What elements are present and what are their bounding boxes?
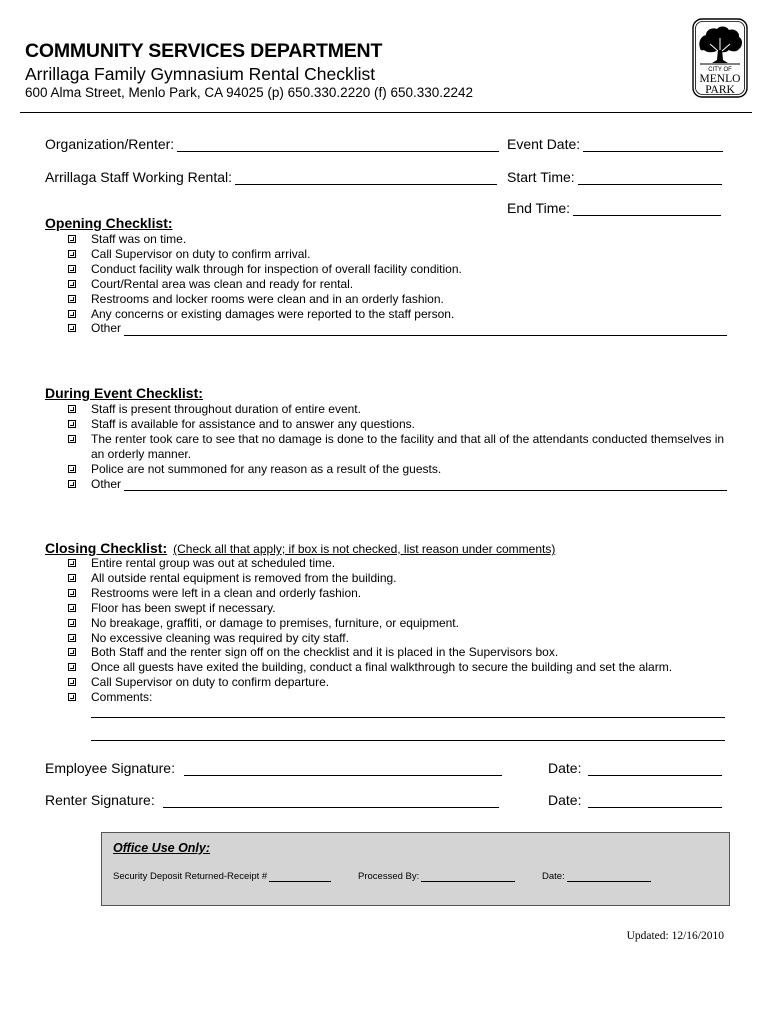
- during-checklist: [67, 402, 727, 491]
- other-input[interactable]: [124, 478, 727, 491]
- checklist-item: The renter took care to see that no damage is done to the facility and that all of the attendants conducted themselves in an orderly manner.: [67, 432, 727, 462]
- processed-by-label: Processed By:: [358, 871, 420, 882]
- closing-checklist-note: (Check all that apply; if box is not checked, list reason under comments): [173, 542, 556, 556]
- deposit-input[interactable]: [269, 872, 331, 882]
- office-use-box: [101, 832, 730, 906]
- checklist-item: Once all guests have exited the building, conduct a final walkthrough to secure the building and set the alarm.: [67, 660, 727, 675]
- staff-input[interactable]: [235, 170, 497, 185]
- other-input[interactable]: [124, 323, 727, 336]
- checklist-item: Staff was on time.: [67, 232, 727, 247]
- checkbox[interactable]: [68, 235, 76, 243]
- checkbox[interactable]: [68, 280, 76, 288]
- employee-date-input[interactable]: [588, 761, 722, 776]
- checkbox[interactable]: [68, 435, 76, 443]
- renter-signature-input[interactable]: [163, 793, 499, 808]
- checkbox[interactable]: [68, 678, 76, 686]
- checkbox[interactable]: [68, 589, 76, 597]
- organization-label: Organization/Renter:: [45, 136, 175, 152]
- employee-signature-label: Employee Signature:: [45, 760, 175, 776]
- checklist-item: Restrooms were left in a clean and orderly fashion.: [67, 586, 727, 601]
- checklist-item: No excessive cleaning was required by city staff.: [67, 631, 727, 646]
- checklist-item: All outside rental equipment is removed from the building.: [67, 571, 727, 586]
- checklist-item: Staff is present throughout duration of entire event.: [67, 402, 727, 417]
- comments-line-1[interactable]: [91, 717, 725, 718]
- checklist-item: Call Supervisor on duty to confirm departure.: [67, 675, 727, 690]
- logo-city-of: CITY OF: [708, 67, 732, 73]
- opening-checklist-title: Opening Checklist:: [45, 215, 173, 231]
- checklist-item-other: Other: [67, 321, 727, 336]
- checkbox[interactable]: [68, 604, 76, 612]
- office-date-field: [542, 871, 651, 882]
- checkbox[interactable]: [68, 619, 76, 627]
- checklist-item-other: Other: [67, 477, 727, 492]
- logo-park: PARK: [705, 84, 735, 96]
- end-time-label: End Time:: [507, 200, 571, 216]
- event-date-label: Event Date:: [507, 136, 581, 152]
- renter-signature-label: Renter Signature:: [45, 792, 155, 808]
- checkbox[interactable]: [68, 405, 76, 413]
- department-heading: COMMUNITY SERVICES DEPARTMENT: [25, 40, 383, 62]
- office-date-input[interactable]: [567, 872, 651, 882]
- checkbox[interactable]: [68, 465, 76, 473]
- deposit-label: Security Deposit Returned-Receipt #: [113, 871, 268, 882]
- staff-label: Arrillaga Staff Working Rental:: [45, 169, 233, 185]
- checklist-item: Court/Rental area was clean and ready for rental.: [67, 277, 727, 292]
- checkbox[interactable]: [68, 480, 76, 488]
- checkbox[interactable]: [68, 693, 76, 701]
- renter-date-field: [548, 792, 722, 808]
- employee-signature-input[interactable]: [184, 761, 502, 776]
- form-title: Arrillaga Family Gymnasium Rental Checklist: [25, 64, 376, 84]
- checkbox[interactable]: [68, 420, 76, 428]
- checklist-item: Entire rental group was out at scheduled time.: [67, 556, 727, 571]
- checkbox[interactable]: [68, 310, 76, 318]
- event-date-input[interactable]: [583, 137, 723, 152]
- checkbox[interactable]: [68, 574, 76, 582]
- event-date-field: [507, 136, 723, 152]
- renter-date-label: Date:: [548, 792, 582, 808]
- employee-date-field: [548, 760, 722, 776]
- during-checklist-title: During Event Checklist:: [45, 385, 203, 401]
- checkbox[interactable]: [68, 559, 76, 567]
- logo-menlo: MENLO: [699, 73, 741, 85]
- checkbox[interactable]: [68, 295, 76, 303]
- checkbox[interactable]: [68, 265, 76, 273]
- office-use-title: Office Use Only:: [113, 841, 211, 855]
- deposit-field: [113, 871, 331, 882]
- employee-signature-field: [45, 760, 502, 776]
- checklist-item: Restrooms and locker rooms were clean and in an orderly fashion.: [67, 292, 727, 307]
- checkbox[interactable]: [68, 663, 76, 671]
- checklist-item: Call Supervisor on duty to confirm arrival.: [67, 247, 727, 262]
- checklist-item: Police are not summoned for any reason as a result of the guests.: [67, 462, 727, 477]
- employee-date-label: Date:: [548, 760, 582, 776]
- processed-by-input[interactable]: [421, 872, 515, 882]
- organization-field: [45, 136, 499, 152]
- header-divider: [20, 112, 752, 113]
- office-date-label: Date:: [542, 871, 565, 882]
- organization-input[interactable]: [177, 137, 499, 152]
- start-time-input[interactable]: [578, 170, 722, 185]
- closing-checklist: [67, 556, 727, 705]
- checkbox[interactable]: [68, 634, 76, 642]
- processed-by-field: [358, 871, 515, 882]
- start-time-field: [507, 169, 722, 185]
- checklist-item: Both Staff and the renter sign off on the checklist and it is placed in the Supervisors box.: [67, 645, 727, 660]
- staff-field: [45, 169, 497, 185]
- closing-checklist-title: Closing Checklist: (Check all that apply; if box is not checked, list reason under comments): [45, 540, 556, 556]
- updated-date: Updated: 12/16/2010: [626, 930, 724, 942]
- checklist-item: Staff is available for assistance and to answer any questions.: [67, 417, 727, 432]
- checkbox[interactable]: [68, 324, 76, 332]
- checklist-item: No breakage, graffiti, or damage to premises, furniture, or equipment.: [67, 616, 727, 631]
- comments-line-2[interactable]: [91, 740, 725, 741]
- checklist-item: Conduct facility walk through for inspection of overall facility condition.: [67, 262, 727, 277]
- opening-checklist: [67, 232, 727, 336]
- renter-date-input[interactable]: [588, 793, 722, 808]
- checklist-item: Floor has been swept if necessary.: [67, 601, 727, 616]
- checklist-item: Any concerns or existing damages were reported to the staff person.: [67, 307, 727, 322]
- checkbox[interactable]: [68, 648, 76, 656]
- checkbox[interactable]: [68, 250, 76, 258]
- department-address: 600 Alma Street, Menlo Park, CA 94025 (p) 650.330.2220 (f) 650.330.2242: [25, 85, 474, 100]
- end-time-input[interactable]: [573, 201, 721, 216]
- checklist-item-comments: Comments:: [67, 690, 727, 705]
- end-time-field: [507, 200, 721, 216]
- start-time-label: Start Time:: [507, 169, 575, 185]
- city-of-menlo-park-logo: [692, 18, 748, 98]
- renter-signature-field: [45, 792, 499, 808]
